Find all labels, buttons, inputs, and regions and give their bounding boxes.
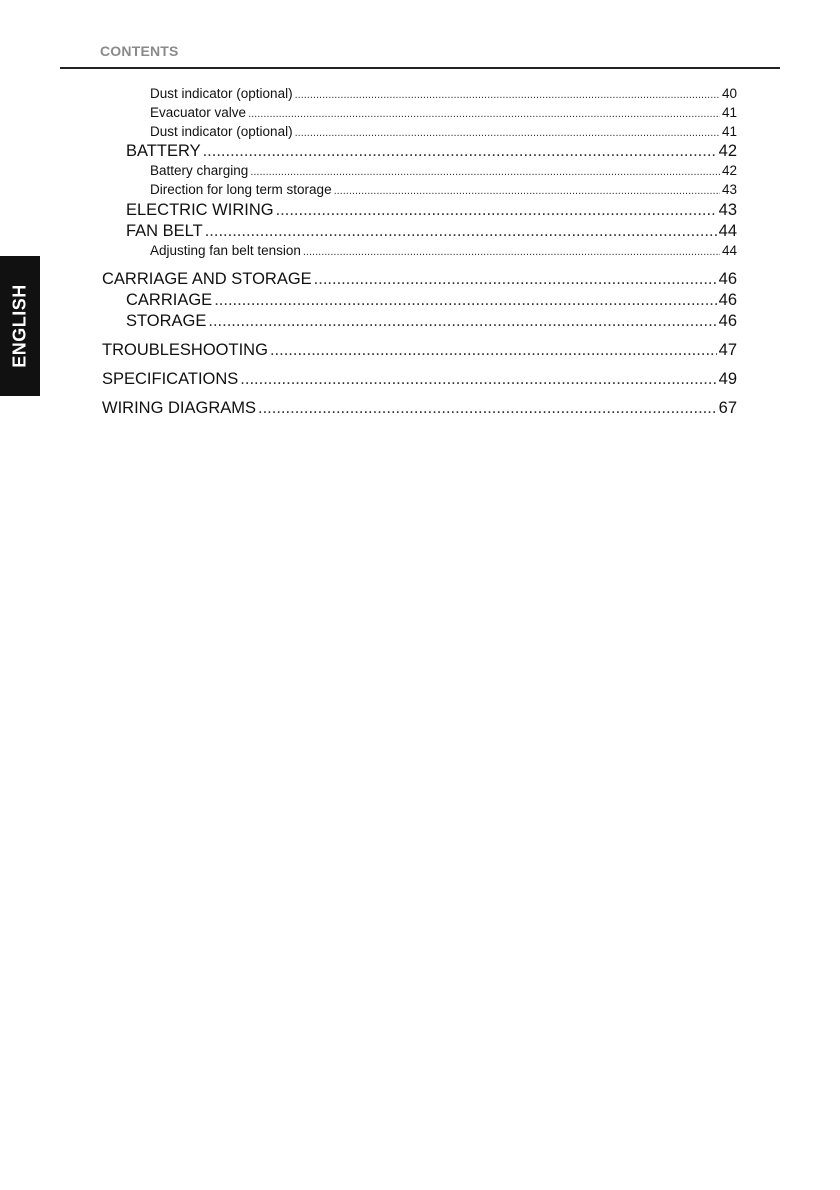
toc-entry-title: Evacuator valve — [150, 105, 247, 120]
toc-leader-dots — [258, 399, 717, 418]
toc-entry-page: 41 — [721, 124, 737, 139]
toc-entry-title: CARRIAGE — [126, 291, 213, 309]
toc-leader-dots — [250, 166, 720, 178]
toc-entry[interactable] — [102, 270, 737, 289]
toc-entry[interactable] — [102, 341, 737, 360]
toc-entry-title: Adjusting fan belt tension — [150, 243, 301, 258]
toc-entry-title: Dust indicator (optional) — [150, 124, 293, 139]
toc-leader-dots — [314, 270, 717, 289]
toc-entry-title: Dust indicator (optional) — [150, 86, 293, 101]
toc-entry-page: 46 — [718, 270, 737, 288]
toc-entry-title: SPECIFICATIONS — [102, 370, 239, 388]
toc-entry-title: Direction for long term storage — [150, 182, 332, 197]
toc-entry-page: 46 — [718, 291, 737, 309]
toc-leader-dots — [270, 341, 717, 360]
toc-leader-dots — [205, 222, 717, 241]
toc-leader-dots — [214, 291, 716, 310]
toc-entry-page: 43 — [721, 182, 737, 197]
page-header-title: CONTENTS — [100, 43, 179, 59]
toc-entry[interactable] — [102, 370, 737, 389]
toc-entry[interactable] — [126, 222, 737, 241]
toc-entry[interactable] — [126, 312, 737, 331]
toc-entry-title: ELECTRIC WIRING — [126, 201, 274, 219]
toc-entry-title: STORAGE — [126, 312, 207, 330]
toc-entry-page: 41 — [721, 105, 737, 120]
toc-entry-page: 40 — [721, 86, 737, 101]
toc-entry-title: BATTERY — [126, 142, 201, 160]
toc-entry-page: 46 — [718, 312, 737, 330]
toc-entry[interactable] — [126, 142, 737, 161]
toc-leader-dots — [203, 142, 717, 161]
toc-entry-title: CARRIAGE AND STORAGE — [102, 270, 312, 288]
toc-entry-page: 42 — [721, 163, 737, 178]
toc-leader-dots — [276, 201, 717, 220]
toc-leader-dots — [334, 185, 720, 197]
toc-leader-dots — [240, 370, 716, 389]
toc-entry[interactable] — [126, 201, 737, 220]
toc-leader-dots — [295, 89, 720, 101]
toc-leader-dots — [295, 127, 720, 139]
header-divider — [60, 67, 780, 69]
language-tab-label: ENGLISH — [9, 284, 30, 368]
toc-entry[interactable] — [150, 182, 737, 197]
toc-entry-page: 44 — [721, 243, 737, 258]
toc-entry-page: 42 — [718, 142, 737, 160]
toc-entry-page: 43 — [718, 201, 737, 219]
toc-entry[interactable] — [150, 86, 737, 101]
toc-entry-page: 47 — [718, 341, 737, 359]
toc-entry[interactable] — [102, 399, 737, 418]
toc-leader-dots — [303, 246, 720, 258]
toc-entry[interactable] — [150, 243, 737, 258]
toc-entry-page: 67 — [718, 399, 737, 417]
toc-entry-title: TROUBLESHOOTING — [102, 341, 268, 359]
toc-entry[interactable] — [150, 105, 737, 120]
toc-entry-page: 44 — [718, 222, 737, 240]
toc-entry-title: Battery charging — [150, 163, 249, 178]
toc-leader-dots — [248, 108, 720, 120]
toc-entry[interactable] — [150, 163, 737, 178]
language-tab — [0, 256, 40, 396]
toc-entry-title: WIRING DIAGRAMS — [102, 399, 257, 417]
toc-entry-title: FAN BELT — [126, 222, 203, 240]
toc-entry-page: 49 — [718, 370, 737, 388]
toc-entry[interactable] — [150, 124, 737, 139]
toc-leader-dots — [208, 312, 716, 331]
toc-entry[interactable] — [126, 291, 737, 310]
